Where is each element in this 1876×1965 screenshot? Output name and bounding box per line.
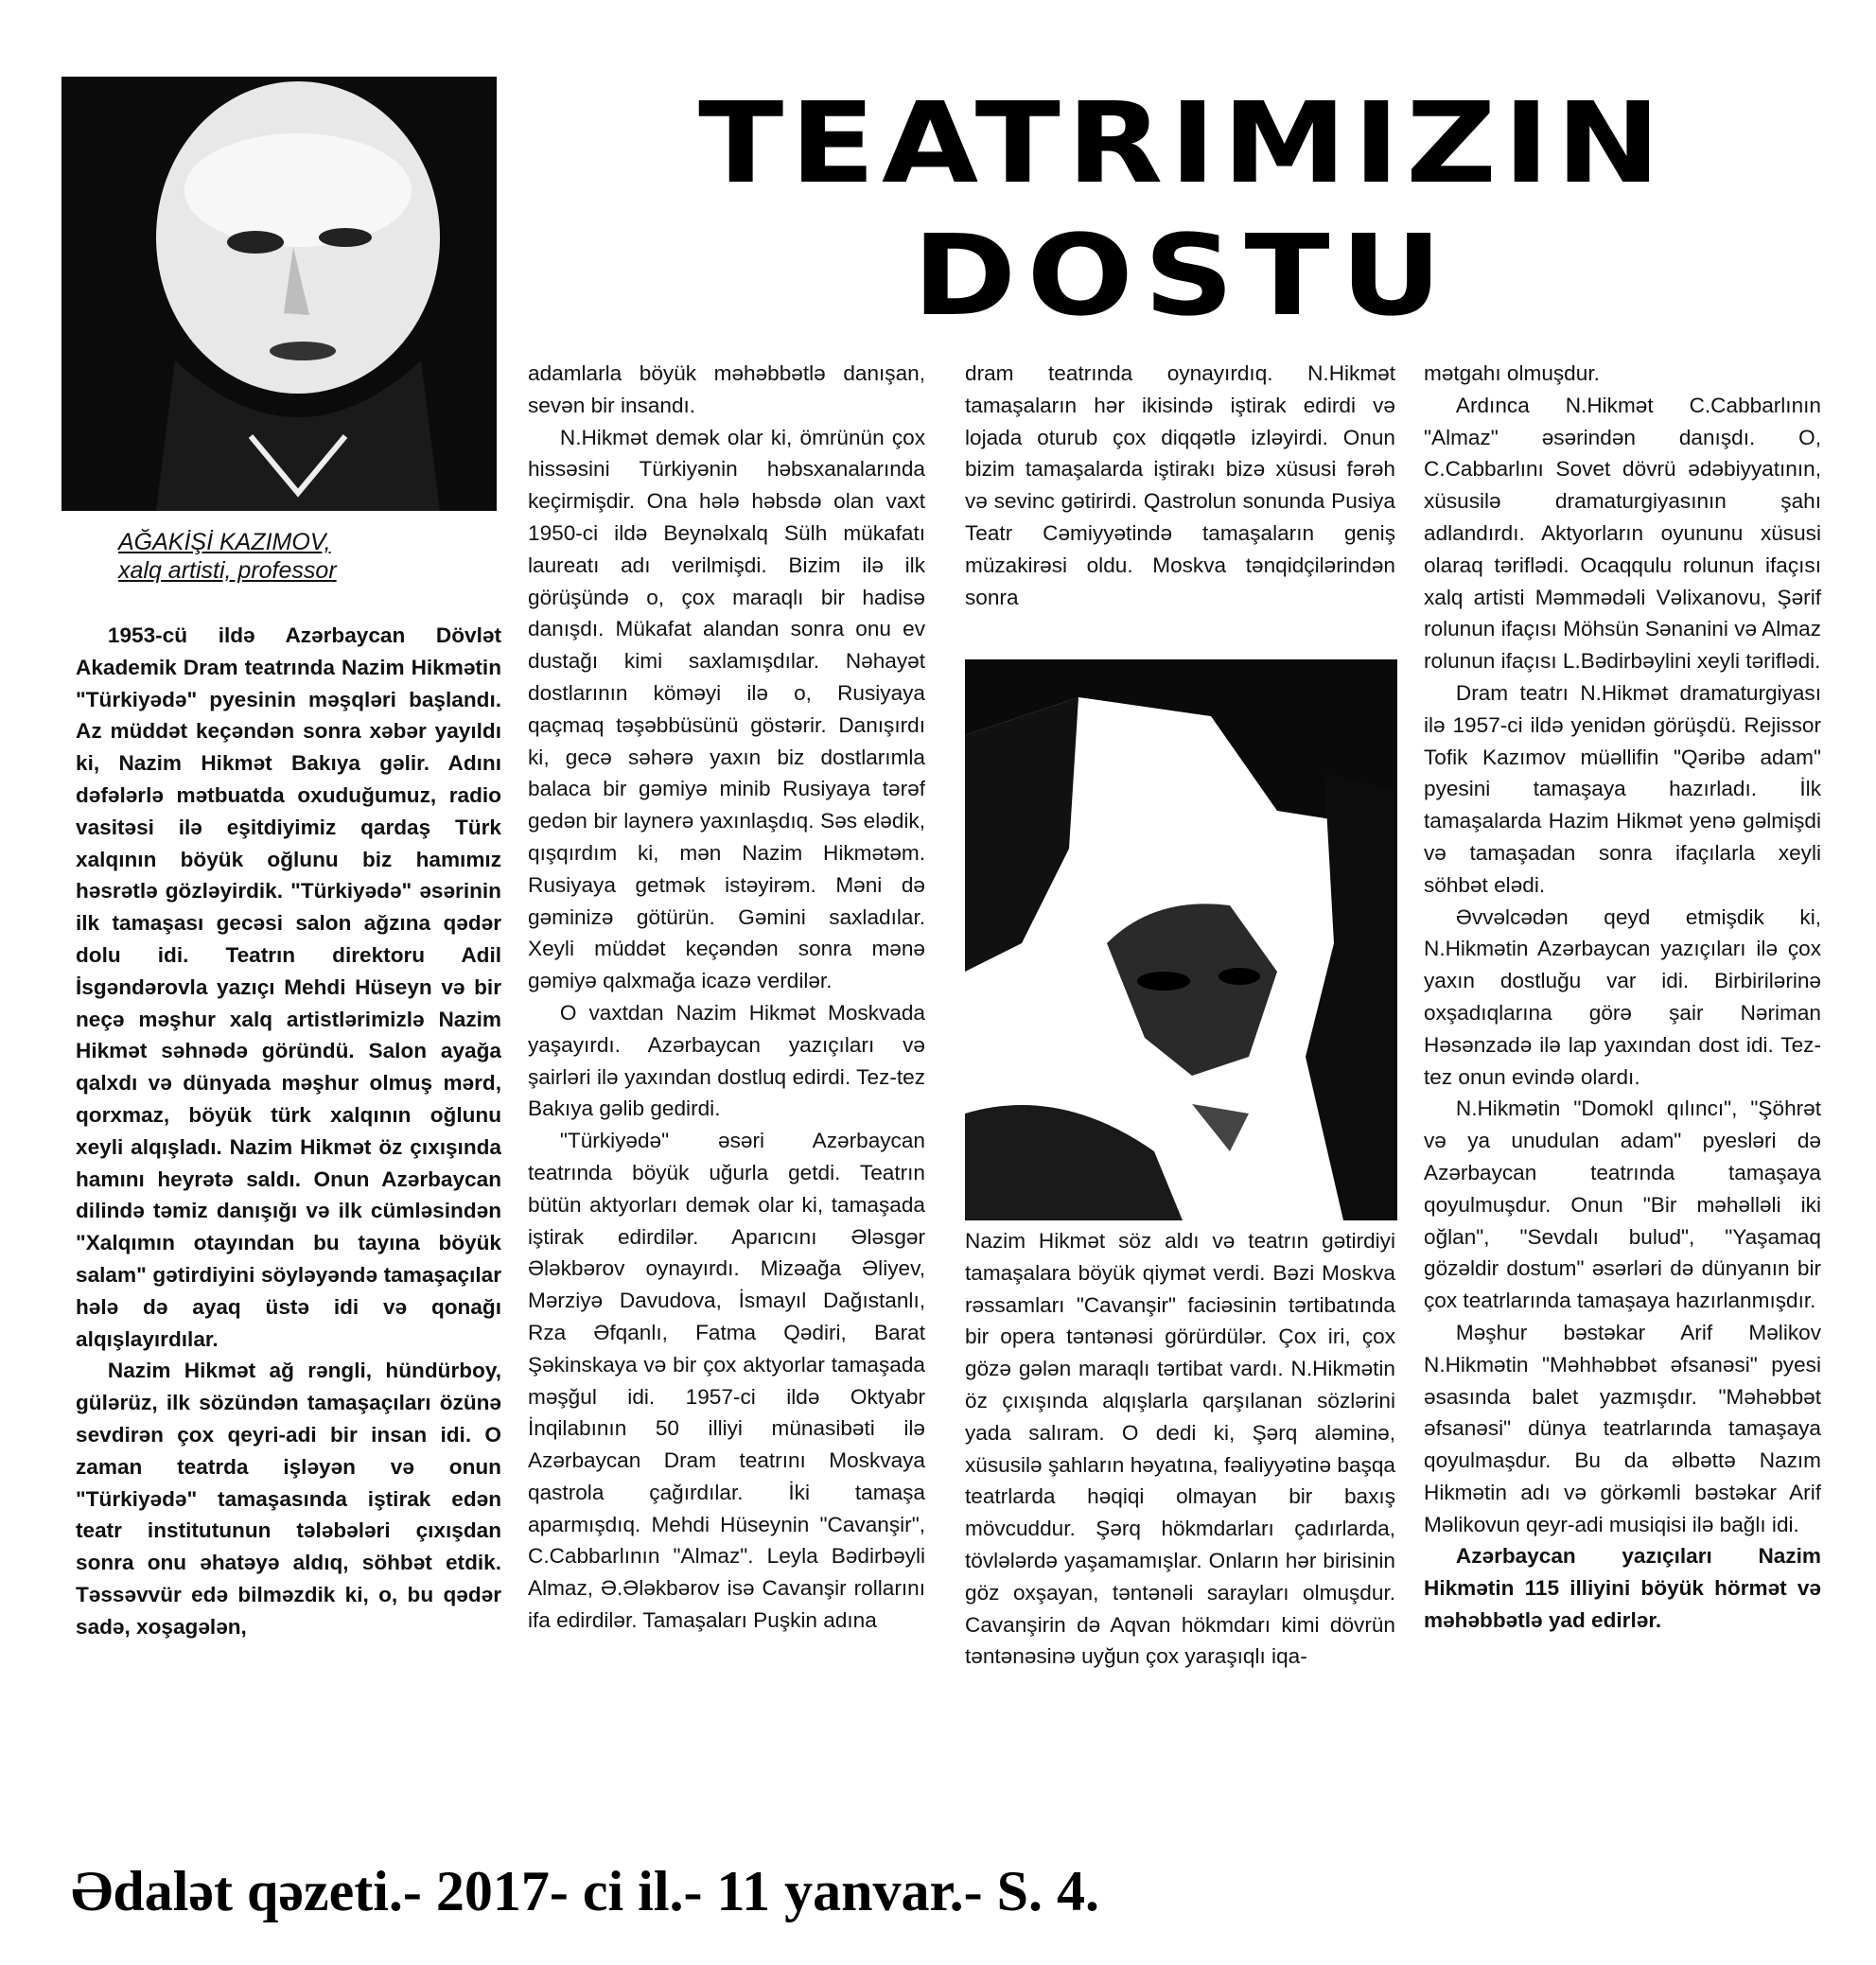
- headline-line-1: TEATRIMIZIN: [698, 78, 1667, 208]
- author-title: xalq artisti, professor: [118, 557, 337, 584]
- source-citation: Ədalət qəzeti.- 2017- ci il.- 11 yanvar.- S. 4.: [71, 1860, 1100, 1922]
- paragraph: adamlarla böyük məhəbbətlə danışan, sevən bir insandı.: [528, 361, 925, 417]
- closing-paragraph: Azərbaycan yazıçıları Nazim Hikmətin 115 illiyini böyük hörmət və məhəbbətlə yad edirlər.: [1424, 1544, 1821, 1633]
- paragraph: Dram teatrı N.Hikmət dramaturgiyası ilə 1957-ci ildə yenidən görüşdü. Rejissor Tofik Kazımov müəllifin "Qəribə adam" pyesini tamaşaya hazırladı. İlk tamaşalarda Hazim Hikmət yenə gəlmişdi və tamaşadan sonra ifaçılarla xeyli söhbət elədi.: [1424, 680, 1821, 897]
- article-column-2: [528, 358, 925, 1824]
- paragraph: Məşhur bəstəkar Arif Məlikov N.Hikmətin "Məhhəbbət əfsanəsi" pyesi əsasında balet yazmışdır. "Məhəbbət əfsanəsi" dünya teatrlarında tamaşaya qoyulmaşdur. Bu da əlbəttə Nazım Hikmətin adı və görkəmli bəstəkar Arif Məlikovun qeyr-adi musiqisi ilə bağlı idi.: [1424, 1320, 1821, 1536]
- paragraph: mətgahı olmuşdur.: [1424, 361, 1600, 385]
- headline-line-2: DOSTU: [912, 210, 1453, 341]
- paragraph: N.Hikmətin "Domokl qılıncı", "Şöhrət və ya unudulan adam" pyesləri də Azərbaycan teatrında tamaşaya qoyulmuşdur. Onun "Bir məhəlləli iki oğlan", "Sevdalı bulud", "Yaşamaq gözəldir dostum" əsərləri də dünyanın bir çox teatrlarında tamaşaya hazırlanmışdır.: [1424, 1097, 1821, 1313]
- paragraph: 1953-cü ildə Azərbaycan Dövlət Akademik Dram teatrında Nazim Hikmətin "Türkiyədə" pyesinin məşqləri başlandı. Az müddət keçəndən sonra xəbər yayıldı ki, Nazim Hikmət Bakıya gəlir. Adını dəfələrlə mətbuatda oxuduğumuz, radio vasitəsi ilə eşitdiyimiz qardaş Türk xalqının böyük oğlunu biz hamımız həsrətlə gözləyirdik. "Türkiyədə" əsərinin ilk tamaşası gecəsi salon ağzına qədər dolu idi. Teatrın direktoru Adil İsgəndərovla yazıçı Mehdi Hüseyn və bir neçə məşhur xalq artistlərimizlə Nazim Hikmət səhnədə göründü. Salon ayağa qalxdı və dünyada məşhur olmuş mərd, qorxmaz, böyük türk xalqının oğlunu xeyli alqışladı. Nazim Hikmət öz çıxışında hamını heyrətə saldı. Onun Azərbaycan dilində təmiz danışığı və ilk cümləsindən "Xalqımın otayından bu tayına böyük salam" gətirdiyini söyləyəndə tamaşaçılar hələ də ayaq üstə idi və qonağı alqışlayırdılar.: [76, 623, 501, 1351]
- paragraph: dram teatrında oynayırdıq. N.Hikmət tamaşaların hər ikisində iştirak edirdi və lojada oturub çox diqqətlə izləyirdi. Onun bizim tamaşalarda iştirakı bizə xüsusi fərəh və sevinc gətirirdi. Qastrolun sonunda Pusiya Teatr Cəmiyyətində tamaşaların geniş müzakirəsi oldu. Moskva tənqidçilərindən sonra: [965, 361, 1395, 609]
- author-portrait-photo: [61, 77, 497, 511]
- hikmet-image: [965, 659, 1397, 1220]
- article-column-3-top: [965, 358, 1395, 646]
- portrait-image: [61, 77, 497, 511]
- paragraph: O vaxtdan Nazim Hikmət Moskvada yaşayırdı. Azərbaycan yazıçıları və şairləri ilə yaxından dostluq edirdi. Tez-tez Bakıya gəlib gedirdi.: [528, 1000, 925, 1121]
- article-column-4: [1424, 358, 1821, 1824]
- byline: [118, 528, 497, 585]
- article-column-1: [76, 620, 501, 1821]
- paragraph: Əvvəlcədən qeyd etmişdik ki, N.Hikmətin Azərbaycan yazıçıları ilə çox yaxın dostluğu var idi. Birbirilərinə oxşadıqlarına görə şair Nəriman Həsənzadə ilə lap yaxından dost idi. Tez-tez onun evində olardı.: [1424, 904, 1821, 1089]
- article-column-3-bottom: [965, 1225, 1395, 1812]
- paragraph: Nazim Hikmət söz aldı və teatrın gətirdiyi tamaşalara böyük qiymət verdi. Bəzi Moskva rəssamları "Cavanşir" faciəsinin tərtibatında bir opera təntənəsi görürdülər. Çox iri, çox gözə gələn maraqlı tərtibat vardı. N.Hikmətin öz çıxışında alqışlarla qarşılanan sözlərini yada salıram. O dedi ki, Şərq aləminə, xüsusilə şahların həyatına, fəaliyyətinə başqa teatrlarda həqiqi olmayan bir baxış mövcuddur. Şərq hökmdarları çadırlarda, tövlələrdə yaşamamışlar. Onların hər birisinin göz oxşayan, təntənəli sarayları olmuşdur. Cavanşirin də Aqvan hökmdarı kimi dövrün təntənəsinə uyğun çox yaraşıqlı iqa-: [965, 1229, 1395, 1669]
- paragraph: "Türkiyədə" əsəri Azərbaycan teatrında böyük uğurla getdi. Teatrın bütün aktyorları demək olar ki, tamaşada iştirak edirdilər. Aparıcını Ələsgər Ələkbərov oynayırdı. Mizəağa Əliyev, Mərziyə Davudova, İsmayıl Dağıstanlı, Rza Əfqanlı, Fatma Qədiri, Barat Şəkinskaya və bir çox aktyorlar tamaşada məşğul idi. 1957-ci ildə Oktyabr İnqilabının 50 illiyi münasibəti ilə Azərbaycan Dram teatrını Moskvaya qastrola çağırdılar. İki tamaşa aparmışdıq. Mehdi Hüseynin "Cavanşir", C.Cabbarlının "Almaz". Leyla Bədirbəyli Almaz, Ə.Ələkbərov isə Cavanşir rollarını ifa edirdilər. Tamaşaları Puşkin adına: [528, 1129, 925, 1633]
- paragraph: N.Hikmət demək olar ki, ömrünün çox hissəsini Türkiyənin həbsxanalarında keçirmişdir. Ona hələ həbsdə olan vaxt 1950-ci ildə Beynəlxalq Sülh mükafatı laureatı adı verilmişdi. Bizim ilə ilk görüşündə o, çox maraqlı bir hadisə danışdı. Mükafat alandan sonra onu ev dustağı kimi saxlamışdılar. Nəhayət dostlarının köməyi ilə o, Rusiyaya qaçmaq təşəbbüsünü göstərir. Danışırdı ki, gecə səhərə yaxın biz dostlarımla balaca bir gəmiyə minib Rusiyaya tərəf gedən bir laynerə yaxınlaşdıq. Səs elədik, qışqırdım ki, mən Nazim Hikmətəm. Rusiyaya getmək istəyirəm. Məni də gəminizə götürün. Gəmini saxladılar. Xeyli müddət keçəndən sonra mənə gəmiyə qalxmağa icazə verdilər.: [528, 425, 925, 993]
- nazim-hikmet-photo: [965, 659, 1397, 1220]
- paragraph: Nazim Hikmət ağ rəngli, hündürboy, gülərüz, ilk sözündən tamaşaçıları özünə sevdirən çox qeyri-adi bir insan idi. O zaman teatrda işləyən və onun "Türkiyədə" tamaşasında iştirak edən teatr institutunun tələbələri çıxışdan sonra onu əhatəyə aldıq, söhbət etdik. Təssəvvür edə bilməzdik ki, o, bu qədər sadə, xoşagələn,: [76, 1359, 501, 1639]
- author-name: AĞAKİŞİ KAZIMOV,: [118, 529, 331, 555]
- paragraph: Ardınca N.Hikmət C.Cabbarlının "Almaz" əsərindən danışdı. O, C.Cabbarlını Sovet dövrü ədəbiyyatının, xüsusilə dramaturgiyasının şahı adlandırdı. Aktyorların oyununu xüsusi olaraq təriflədi. Ocaqqulu rolunun ifaçısı xalq artisti Məmmədəli Vəlixanovu, Şərif rolunun ifaçısı Möhsün Sənanini və Almaz rolunun ifaçısı L.Bədirbəylini xeyli təriflədi.: [1424, 393, 1821, 674]
